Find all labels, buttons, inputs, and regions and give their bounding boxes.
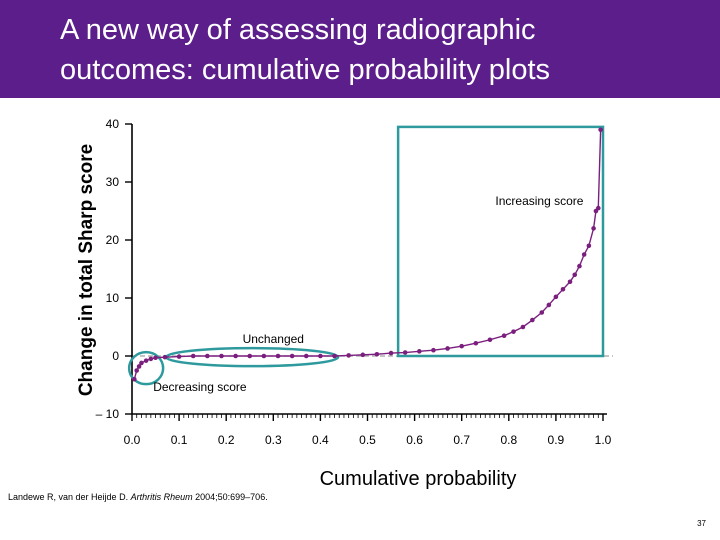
data-point bbox=[389, 351, 394, 356]
y-tick-label: 20 bbox=[105, 233, 119, 247]
x-tick-label: 0.0 bbox=[123, 433, 141, 447]
data-point bbox=[539, 310, 544, 315]
data-point bbox=[233, 354, 238, 359]
citation-reference: 2004;50:699–706. bbox=[195, 492, 268, 502]
data-point bbox=[417, 349, 422, 354]
series-line bbox=[134, 130, 600, 379]
data-point bbox=[153, 355, 158, 360]
data-point bbox=[554, 295, 559, 300]
data-point bbox=[474, 341, 479, 346]
citation-authors: Landewe R, van der Heijde D. bbox=[8, 492, 129, 502]
annotation-increasing-score: Increasing score bbox=[495, 194, 584, 209]
data-point bbox=[375, 352, 380, 357]
data-point bbox=[139, 361, 144, 366]
y-tick-label: 40 bbox=[105, 117, 119, 131]
x-tick-label: 1.0 bbox=[594, 433, 612, 447]
x-tick-label: 0.9 bbox=[547, 433, 565, 447]
data-point bbox=[572, 273, 577, 278]
data-point bbox=[582, 252, 587, 257]
data-point bbox=[587, 244, 592, 249]
y-tick-label: 30 bbox=[105, 175, 119, 189]
data-point bbox=[290, 354, 295, 359]
data-point bbox=[332, 354, 337, 359]
data-point bbox=[134, 368, 139, 373]
data-point bbox=[191, 354, 196, 359]
x-tick-label: 0.4 bbox=[312, 433, 329, 447]
slide-title-line-1: A new way of assessing radiographic bbox=[60, 14, 536, 46]
y-tick-label: – 10 bbox=[95, 407, 119, 421]
annotation-decreasing-score: Decreasing score bbox=[153, 379, 247, 394]
y-axis-label: Change in total Sharp score bbox=[76, 143, 97, 397]
slide-title-line-2: outcomes: cumulative probability plots bbox=[60, 54, 551, 86]
data-point bbox=[521, 325, 526, 330]
x-tick-label: 0.3 bbox=[264, 433, 282, 447]
data-point bbox=[530, 318, 535, 323]
data-point bbox=[163, 355, 168, 360]
x-axis-label: Cumulative probability bbox=[319, 468, 517, 490]
data-point bbox=[360, 353, 365, 358]
data-point bbox=[445, 346, 450, 351]
x-tick-label: 0.1 bbox=[170, 433, 188, 447]
data-point bbox=[205, 354, 210, 359]
data-point bbox=[262, 354, 267, 359]
data-point bbox=[577, 264, 582, 269]
annotation-unchanged: Unchanged bbox=[242, 332, 304, 347]
data-point bbox=[561, 287, 566, 292]
data-point bbox=[177, 354, 182, 359]
data-point bbox=[403, 350, 408, 355]
data-point bbox=[276, 354, 281, 359]
data-point bbox=[488, 337, 493, 342]
data-point bbox=[591, 226, 596, 231]
data-point bbox=[459, 344, 464, 349]
x-tick-label: 0.7 bbox=[453, 433, 471, 447]
data-point bbox=[132, 377, 137, 382]
y-tick-label: 10 bbox=[105, 291, 119, 305]
page-number: 37 bbox=[697, 519, 706, 528]
data-point bbox=[144, 358, 149, 363]
x-tick-label: 0.5 bbox=[359, 433, 376, 447]
data-point bbox=[149, 357, 154, 362]
data-point bbox=[502, 333, 507, 338]
citation-journal: Arthritis Rheum bbox=[130, 492, 193, 502]
data-point bbox=[219, 354, 224, 359]
citation bbox=[8, 492, 268, 502]
data-point bbox=[431, 348, 436, 353]
x-tick-label: 0.8 bbox=[500, 433, 518, 447]
data-point bbox=[304, 354, 309, 359]
data-point bbox=[247, 354, 252, 359]
data-point bbox=[547, 303, 552, 308]
data-point bbox=[511, 329, 516, 334]
x-tick-label: 0.6 bbox=[406, 433, 423, 447]
increasing-score-box bbox=[398, 127, 603, 356]
data-point bbox=[346, 353, 351, 358]
x-tick-label: 0.2 bbox=[217, 433, 235, 447]
data-point bbox=[568, 279, 573, 284]
data-point bbox=[596, 206, 601, 211]
y-tick-label: 0 bbox=[112, 349, 119, 363]
data-point bbox=[598, 128, 603, 133]
data-point bbox=[318, 354, 323, 359]
